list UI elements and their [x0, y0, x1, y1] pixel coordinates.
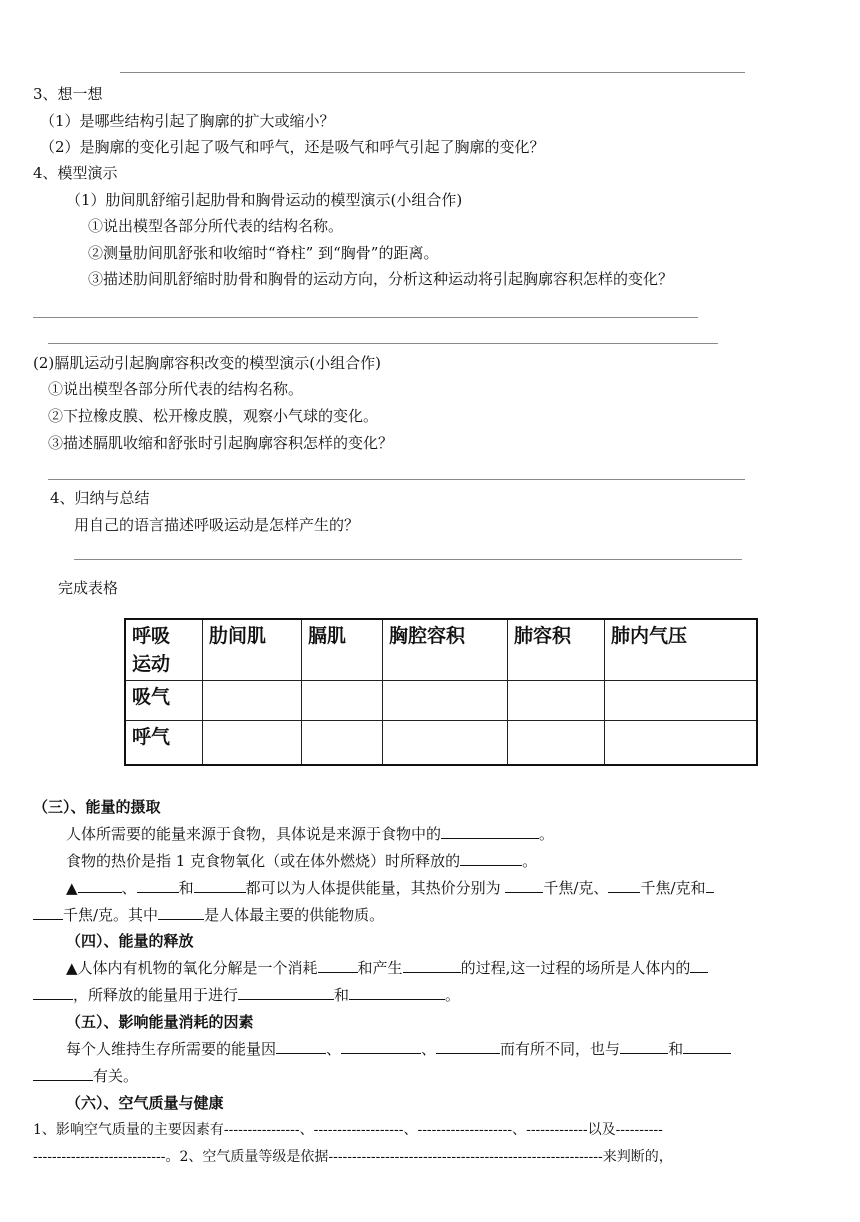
fill-blank[interactable]	[505, 877, 543, 893]
energy-consumption-line-2	[33, 1065, 138, 1087]
text: 有关。	[93, 1067, 139, 1085]
breathing-table	[124, 618, 758, 766]
model-1-item-2: ②测量肋间肌舒张和收缩时“脊柱” 到“胸骨”的距离。	[88, 244, 439, 262]
question-2: （2）是胸廓的变化引起了吸气和呼气，还是吸气和呼气引起了胸廓的变化？	[40, 138, 545, 156]
header-line: 呼吸	[132, 625, 171, 647]
text: 、	[121, 879, 137, 897]
section-4-title: 4、模型演示	[33, 164, 118, 182]
table-row	[125, 681, 757, 721]
table-cell[interactable]	[383, 681, 508, 721]
table-cell[interactable]	[203, 721, 302, 765]
fill-blank[interactable]	[276, 1038, 326, 1054]
model-2-item-1: ①说出模型各部分所代表的结构名称。	[48, 380, 304, 398]
fill-blank[interactable]	[608, 877, 640, 893]
text: 和产生	[357, 959, 403, 977]
header-cell: 肺容积	[508, 619, 605, 681]
summary-question: 用自己的语言描述呼吸运动是怎样产生的？	[74, 516, 360, 534]
energy-release-line-1	[66, 957, 708, 979]
fill-blank[interactable]	[436, 1038, 500, 1054]
answer-line	[33, 317, 698, 318]
model-2-title: (2)膈肌运动引起胸廓容积改变的模型演示(小组合作)	[33, 354, 381, 372]
section-air-quality-title: （六）、空气质量与健康	[66, 1094, 224, 1112]
text: 和	[334, 986, 350, 1004]
fill-blank[interactable]	[690, 957, 708, 973]
fill-blank[interactable]	[33, 904, 63, 920]
table-cell[interactable]	[383, 721, 508, 765]
section-energy-intake-title: （三）、能量的摄取	[33, 798, 161, 816]
summary-title: 4、归纳与总结	[50, 489, 150, 507]
fill-blank[interactable]	[194, 877, 246, 893]
text: 千焦/克、	[543, 879, 609, 897]
table-cell[interactable]	[605, 721, 758, 765]
text: ▲人体内有机物的氧化分解是一个消耗	[66, 959, 318, 977]
row-label: 吸气	[125, 681, 203, 721]
text: 。	[539, 825, 555, 843]
header-cell-breathing	[125, 619, 203, 681]
table-row	[125, 721, 757, 765]
header-cell: 胸腔容积	[383, 619, 508, 681]
fill-blank[interactable]	[349, 984, 445, 1000]
energy-consumption-line-1	[66, 1038, 731, 1060]
section-energy-consumption-title: （五）、影响能量消耗的因素	[66, 1013, 254, 1031]
header-cell: 膈肌	[302, 619, 383, 681]
section-3-title: 3、想一想	[33, 85, 103, 103]
energy-intake-line-1	[66, 823, 554, 845]
fill-blank[interactable]	[620, 1038, 668, 1054]
fill-blank[interactable]	[706, 877, 714, 893]
table-cell[interactable]	[605, 681, 758, 721]
model-1-title: （1）肋间肌舒缩引起肋骨和胸骨运动的模型演示(小组合作)	[66, 191, 463, 209]
table-cell[interactable]	[203, 681, 302, 721]
table-cell[interactable]	[302, 681, 383, 721]
energy-intake-line-3	[66, 877, 714, 899]
triangle-icon: ▲	[66, 879, 78, 897]
header-cell: 肺内气压	[605, 619, 758, 681]
energy-release-line-2	[33, 984, 460, 1006]
fill-blank[interactable]	[78, 877, 122, 893]
answer-line	[120, 72, 745, 73]
row-label: 呼气	[125, 721, 203, 765]
table-cell[interactable]	[508, 721, 605, 765]
text: 千焦/克。其中	[63, 906, 159, 924]
table-intro: 完成表格	[58, 579, 119, 597]
text: 。	[522, 852, 538, 870]
text: 和	[178, 879, 194, 897]
table-cell[interactable]	[302, 721, 383, 765]
text: 人体所需要的能量来源于食物，具体说是来源于食物中的	[66, 825, 442, 843]
fill-blank[interactable]	[318, 957, 358, 973]
air-quality-line-1: 1、影响空气质量的主要因素有----------------、-------------------、--------------------、-------------以及----------	[33, 1122, 663, 1138]
question-1: （1）是哪些结构引起了胸廓的扩大或缩小？	[40, 112, 335, 130]
fill-blank[interactable]	[683, 1038, 731, 1054]
model-1-item-3: ③描述肋间肌舒缩时肋骨和胸骨的运动方向，分析这种运动将引起胸廓容积怎样的变化？	[88, 270, 674, 288]
text: 、	[421, 1040, 437, 1058]
text: 和	[668, 1040, 684, 1058]
fill-blank[interactable]	[441, 823, 539, 839]
answer-line	[48, 479, 745, 480]
air-quality-line-2: ----------------------------。2、空气质量等级是依据----------------------------------------------------------来判断的，	[33, 1149, 673, 1165]
fill-blank[interactable]	[403, 957, 461, 973]
model-2-item-2: ②下拉橡皮膜、松开橡皮膜，观察小气球的变化。	[48, 407, 379, 425]
text: ，所释放的能量用于进行	[73, 986, 239, 1004]
answer-line	[48, 343, 718, 344]
text: 食物的热价是指 1 克食物氧化（或在体外燃烧）时所释放的	[66, 852, 461, 870]
fill-blank[interactable]	[238, 984, 334, 1000]
text: 是人体最主要的供能物质。	[204, 906, 385, 924]
section-energy-release-title: （四）、能量的释放	[66, 932, 194, 950]
header-cell: 肋间肌	[203, 619, 302, 681]
model-1-item-1: ①说出模型各部分所代表的结构名称。	[88, 217, 344, 235]
model-2-item-3: ③描述膈肌收缩和舒张时引起胸廓容积怎样的变化？	[48, 434, 394, 452]
fill-blank[interactable]	[158, 904, 204, 920]
text: 每个人维持生存所需要的能量因	[66, 1040, 277, 1058]
text: 千焦/克和	[640, 879, 706, 897]
text: 。	[445, 986, 461, 1004]
text: 都可以为人体提供能量，其热价分别为	[245, 879, 501, 897]
text: 而有所不同，也与	[500, 1040, 621, 1058]
fill-blank[interactable]	[33, 984, 73, 1000]
text: 、	[326, 1040, 342, 1058]
fill-blank[interactable]	[137, 877, 179, 893]
text: 的过程,这一过程的场所是人体内的	[460, 959, 691, 977]
answer-line	[74, 559, 742, 560]
table-cell[interactable]	[508, 681, 605, 721]
header-line: 运动	[132, 653, 171, 675]
fill-blank[interactable]	[33, 1065, 93, 1081]
fill-blank[interactable]	[341, 1038, 421, 1054]
energy-intake-line-4	[33, 904, 384, 926]
energy-intake-line-2	[66, 850, 537, 872]
fill-blank[interactable]	[460, 850, 522, 866]
